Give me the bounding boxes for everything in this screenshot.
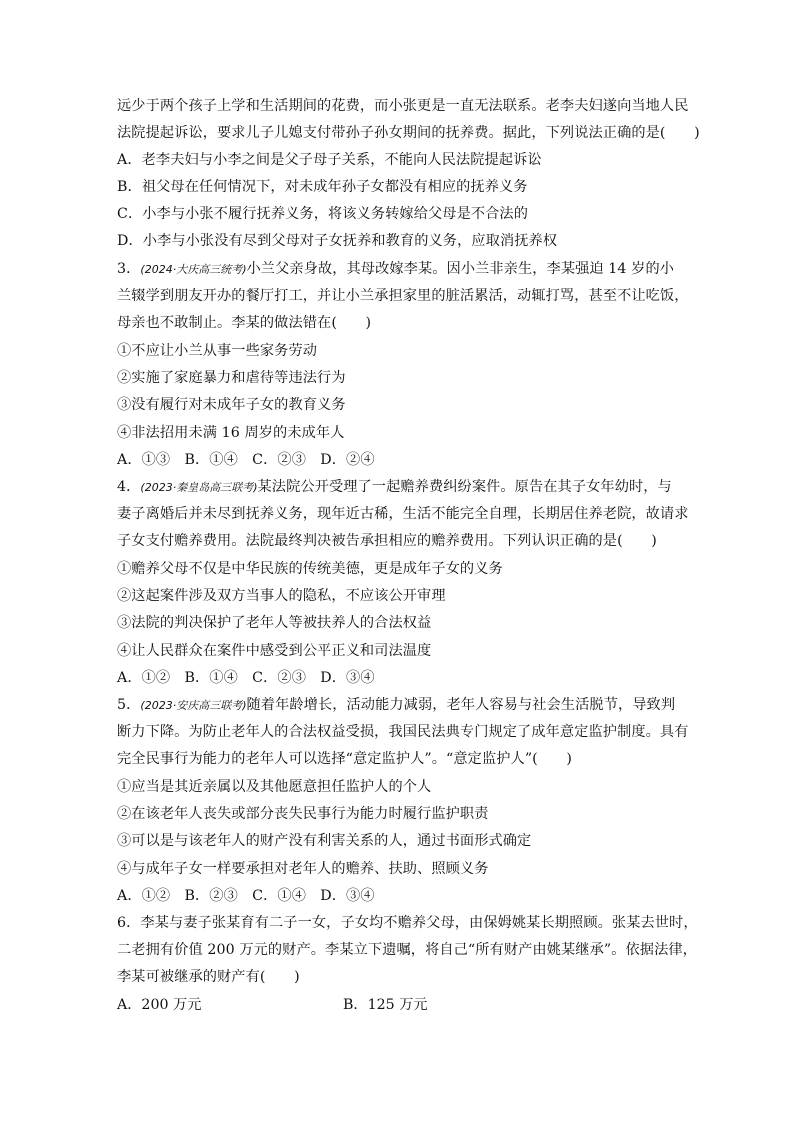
q6-option-b: B．125 万元 (343, 997, 428, 1013)
q5-item-4: ④与成年子女一样要承担对老年人的赡养、扶助、照顾义务 (117, 861, 489, 877)
q3-item-2: ②实施了家庭暴力和虐待等违法行为 (117, 370, 346, 386)
q2-line-1: 远少于两个孩子上学和生活期间的花费，而小张更是一直无法联系。老李夫妇遂向当地人民 (117, 98, 689, 114)
q5-line-2: 断力下降。为防止老年人的合法权益受损，我国民法典专门规定了成年意定监护制度。具有 (117, 724, 689, 740)
q4-number: 4． (117, 479, 141, 495)
q3-number: 3． (117, 261, 141, 277)
q5-source: (2023·安庆高三联考) (140, 699, 247, 712)
q3-item-3: ③没有履行对未成年子女的教育义务 (117, 397, 346, 413)
q6-line-2: 二老拥有价值 200 万元的财产。李某立下遗嘱，将自己“所有财产由姚某继承”。依据法律， (117, 942, 697, 958)
q6-option-a: A．200 万元 (117, 997, 202, 1013)
q4-line-3: 子女支付赡养费用。法院最终判决被告承担相应的赡养费用。下列认识正确的是( ) (117, 533, 657, 549)
q4-line-2: 妻子离婚后并未尽到抚养义务，现年近古稀，生活不能完全自理，长期居住养老院，故请求 (117, 506, 689, 522)
q4-item-4: ④让人民群众在案件中感受到公平正义和司法温度 (117, 643, 432, 659)
q4-source: (2023·秦皇岛高三联考) (140, 481, 258, 494)
q3-line-1 (117, 259, 674, 280)
q3-answer-options: A．①③ B．①④ C．②③ D．②④ (117, 452, 375, 468)
q5-line-3: 完全民事行为能力的老年人可以选择“意定监护人”。“意定监护人”( ) (117, 751, 573, 767)
q4-text-1: 某法院公开受理了一起赡养费纠纷案件。原告在其子女年幼时，与 (257, 479, 672, 495)
q2-option-d: D．小李与小张没有尽到父母对子女抚养和教育的义务，应取消抚养权 (117, 233, 558, 249)
q5-item-3: ③可以是与该老年人的财产没有利害关系的人，通过书面形式确定 (117, 833, 532, 849)
q4-line-1 (117, 477, 672, 498)
q2-option-b: B．祖父母在任何情况下，对未成年孙子女都没有相应的抚养义务 (117, 179, 528, 195)
q5-text-1: 随着年龄增长，活动能力减弱，老年人容易与社会生活脱节，导致判 (246, 697, 676, 713)
q5-line-1 (117, 695, 675, 716)
q2-line-2: 法院提起诉讼，要求儿子儿媳支付带孙子孙女期间的抚养费。据此，下列说法正确的是( ) (117, 125, 700, 141)
q4-answer-options: A．①② B．①④ C．②③ D．③④ (117, 670, 375, 686)
q5-item-2: ②在该老年人丧失或部分丧失民事行为能力时履行监护职责 (117, 806, 489, 822)
q4-item-1: ①赡养父母不仅是中华民族的传统美德，更是成年子女的义务 (117, 561, 503, 577)
q3-source: (2024·大庆高三统考) (140, 263, 247, 276)
q2-option-c: C．小李与小张不履行抚养义务，将该义务转嫁给父母是不合法的 (117, 206, 529, 222)
q3-line-3: 母亲也不敢制止。李某的做法错在( ) (117, 315, 372, 331)
q6-line-1: 6．李某与妻子张某育有二子一女，子女均不赡养父母，由保姆姚某长期照顾。张某去世时， (117, 915, 698, 931)
q3-item-4: ④非法招用未满 16 周岁的未成年人 (117, 425, 345, 441)
q3-text-1: 小兰父亲身故，其母改嫁李某。因小兰非亲生，李某强迫 14 岁的小 (246, 261, 675, 277)
q2-option-a: A．老李夫妇与小李之间是父子母子关系，不能向人民法院提起诉讼 (117, 152, 542, 168)
q5-item-1: ①应当是其近亲属以及其他愿意担任监护人的个人 (117, 779, 432, 795)
q5-answer-options: A．①② B．②③ C．①④ D．③④ (117, 888, 375, 904)
q6-line-3: 李某可被继承的财产有( ) (117, 969, 300, 985)
q3-item-1: ①不应让小兰从事一些家务劳动 (117, 343, 318, 359)
q4-item-2: ②这起案件涉及双方当事人的隐私，不应该公开审理 (117, 588, 446, 604)
q4-item-3: ③法院的判决保护了老年人等被扶养人的合法权益 (117, 615, 432, 631)
q3-line-2: 兰辍学到朋友开办的餐厅打工，并让小兰承担家里的脏活累活，动辄打骂，甚至不让吃饭， (117, 288, 689, 304)
q5-number: 5． (117, 697, 141, 713)
